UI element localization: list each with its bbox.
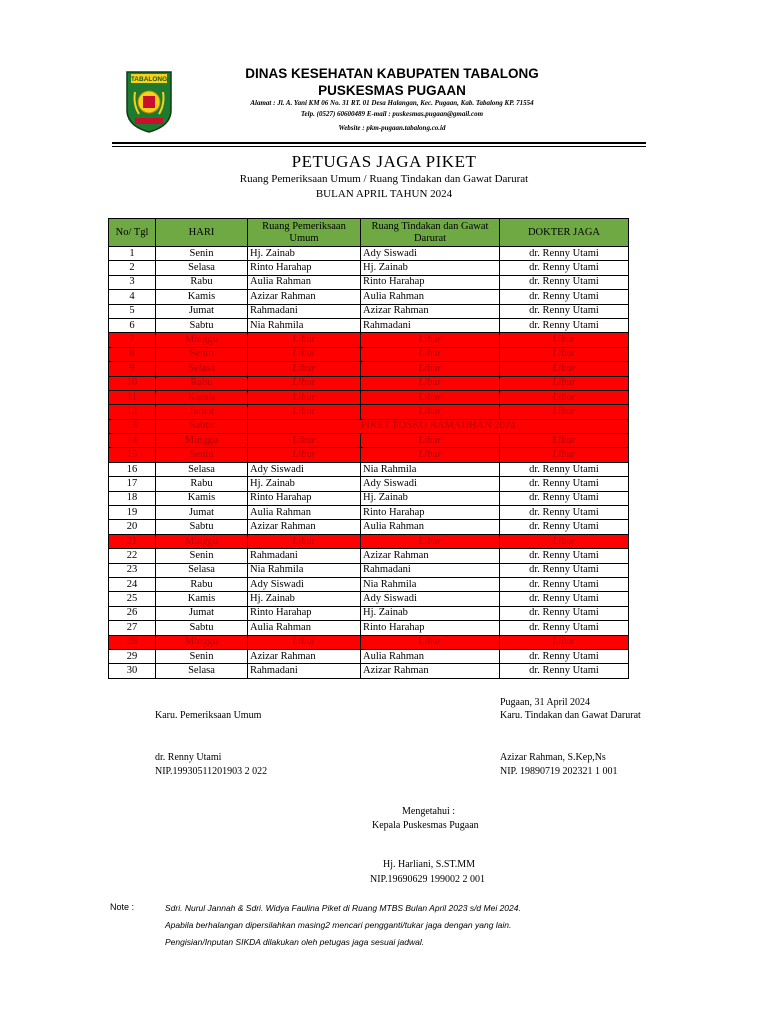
cell-umum: Rahmadani [248, 549, 361, 563]
table-row [109, 362, 629, 376]
cell-dokter: dr. Renny Utami [500, 664, 629, 678]
cell-umum: Libur [248, 635, 361, 649]
document-period: BULAN APRIL TAHUN 2024 [315, 188, 453, 200]
cell-umum: Libur [248, 390, 361, 404]
cell-dokter: dr. Renny Utami [500, 592, 629, 606]
cell-no: 14 [109, 434, 156, 448]
cell-day: Selasa [156, 362, 248, 376]
cell-no: 13 [109, 419, 156, 433]
table-row [109, 649, 629, 663]
cell-tindakan: Nia Rahmila [361, 462, 500, 476]
col-header-no: No/ Tgl [109, 219, 156, 247]
table-row [109, 261, 629, 275]
svg-text:TABALONG: TABALONG [130, 76, 168, 83]
cell-tindakan: Libur [361, 534, 500, 548]
cell-dokter: Libur [500, 635, 629, 649]
note-label: Note : [110, 902, 135, 912]
table-row [109, 506, 629, 520]
cell-no: 28 [109, 635, 156, 649]
cell-no: 30 [109, 664, 156, 678]
header-rule-thin [112, 146, 646, 147]
cell-umum: Libur [248, 333, 361, 347]
table-row [109, 491, 629, 505]
cell-no: 20 [109, 520, 156, 534]
cell-day: Selasa [156, 563, 248, 577]
table-row [109, 477, 629, 491]
cell-umum: Hj. Zainab [248, 592, 361, 606]
cell-tindakan: Hj. Zainab [361, 491, 500, 505]
cell-no: 16 [109, 462, 156, 476]
cell-dokter: dr. Renny Utami [500, 491, 629, 505]
table-row [109, 520, 629, 534]
cell-no: 29 [109, 649, 156, 663]
table-row [109, 376, 629, 390]
table-row [109, 434, 629, 448]
cell-day: Senin [156, 649, 248, 663]
cell-dokter: Libur [500, 333, 629, 347]
cell-day: Kamis [156, 290, 248, 304]
cell-dokter: dr. Renny Utami [500, 506, 629, 520]
cell-dokter: Libur [500, 434, 629, 448]
cell-dokter: dr. Renny Utami [500, 462, 629, 476]
cell-no: 27 [109, 621, 156, 635]
cell-no: 9 [109, 362, 156, 376]
cell-no: 2 [109, 261, 156, 275]
cell-tindakan: Libur [361, 376, 500, 390]
cell-umum: Aulia Rahman [248, 506, 361, 520]
table-row [109, 290, 629, 304]
table-row [109, 534, 629, 548]
cell-tindakan: Azizar Rahman [361, 304, 500, 318]
cell-day: Rabu [156, 376, 248, 390]
cell-day: Kamis [156, 592, 248, 606]
note-line-1: Sdri. Nurul Jannah & Sdri. Widya Faulina Piket di Ruang MTBS Bulan April 2023 s/d Mei 2024. [165, 903, 521, 913]
cell-umum: Libur [248, 347, 361, 361]
right-signer-title: Karu. Tindakan dan Gawat Darurat [500, 710, 641, 721]
cell-no: 8 [109, 347, 156, 361]
facility-name: PUSKESMAS PUGAAN [318, 83, 466, 98]
cell-day: Senin [156, 347, 248, 361]
cell-tindakan: Libur [361, 405, 500, 419]
cell-day: Sabtu [156, 318, 248, 332]
cell-no: 10 [109, 376, 156, 390]
cell-no: 23 [109, 563, 156, 577]
cell-dokter: dr. Renny Utami [500, 563, 629, 577]
cell-day: Minggu [156, 534, 248, 548]
table-row [109, 390, 629, 404]
col-header-dokter: DOKTER JAGA [500, 219, 629, 247]
cell-tindakan: Libur [361, 362, 500, 376]
table-row [109, 592, 629, 606]
agency-name: DINAS KESEHATAN KABUPATEN TABALONG [245, 66, 539, 81]
cell-no: 26 [109, 606, 156, 620]
cell-dokter: dr. Renny Utami [500, 549, 629, 563]
cell-tindakan: Rahmadani [361, 563, 500, 577]
cell-umum: Libur [248, 448, 361, 462]
table-header-row [109, 219, 629, 247]
table-row [109, 606, 629, 620]
cell-umum: Libur [248, 376, 361, 390]
table-row [109, 405, 629, 419]
cell-no: 25 [109, 592, 156, 606]
col-header-day: HARI [156, 219, 248, 247]
cell-day: Jumat [156, 304, 248, 318]
cell-dokter: dr. Renny Utami [500, 290, 629, 304]
cell-no: 19 [109, 506, 156, 520]
table-row [109, 577, 629, 591]
cell-no: 12 [109, 405, 156, 419]
cell-tindakan: Aulia Rahman [361, 520, 500, 534]
cell-day: Senin [156, 549, 248, 563]
cell-dokter: dr. Renny Utami [500, 606, 629, 620]
cell-day: Rabu [156, 275, 248, 289]
cell-tindakan: Libur [361, 448, 500, 462]
table-row [109, 304, 629, 318]
left-signer-name: dr. Renny Utami [155, 752, 222, 763]
cell-day: Jumat [156, 506, 248, 520]
cell-umum: Hj. Zainab [248, 247, 361, 261]
right-signer-nip: NIP. 19890719 202321 1 001 [500, 766, 618, 777]
acknowledge-label: Mengetahui : [402, 806, 456, 817]
cell-umum: Azizar Rahman [248, 290, 361, 304]
cell-dokter: Libur [500, 376, 629, 390]
cell-tindakan: Rinto Harahap [361, 621, 500, 635]
table-row [109, 563, 629, 577]
cell-day: Jumat [156, 606, 248, 620]
cell-day: Rabu [156, 577, 248, 591]
cell-umum: Libur [248, 405, 361, 419]
table-row [109, 347, 629, 361]
table-row [109, 419, 629, 433]
table-row [109, 448, 629, 462]
right-signer-name: Azizar Rahman, S.Kep,Ns [500, 752, 606, 763]
cell-no: 11 [109, 390, 156, 404]
cell-dokter: Libur [500, 390, 629, 404]
cell-day: Senin [156, 448, 248, 462]
cell-umum: Azizar Rahman [248, 520, 361, 534]
table-row [109, 635, 629, 649]
cell-tindakan: Ady Siswadi [361, 477, 500, 491]
cell-day: Sabtu [156, 520, 248, 534]
place-date: Pugaan, 31 April 2024 [500, 697, 590, 708]
head-nip: NIP.19690629 199002 2 001 [370, 874, 486, 885]
left-signer-title: Karu. Pemeriksaan Umum [155, 710, 262, 721]
cell-no: 4 [109, 290, 156, 304]
cell-no: 21 [109, 534, 156, 548]
schedule-table [108, 218, 629, 679]
cell-tindakan: Ady Siswadi [361, 247, 500, 261]
cell-posko: PIKET POSKO RAMADHAN 2024 [248, 419, 629, 433]
address: Alamat : Jl. A. Yani KM 06 No. 31 RT. 01 Desa Halangan, Kec. Pugaan, Kab. Tabalong KP. 71554 [250, 99, 534, 107]
head-name: Hj. Harliani, S.ST.MM [383, 859, 476, 870]
col-header-umum: Ruang Pemeriksaan Umum [248, 219, 361, 247]
cell-tindakan: Ady Siswadi [361, 592, 500, 606]
cell-dokter: Libur [500, 362, 629, 376]
cell-dokter: dr. Renny Utami [500, 318, 629, 332]
cell-umum: Nia Rahmila [248, 563, 361, 577]
cell-day: Selasa [156, 462, 248, 476]
cell-tindakan: Libur [361, 347, 500, 361]
cell-tindakan: Aulia Rahman [361, 649, 500, 663]
cell-no: 15 [109, 448, 156, 462]
cell-dokter: dr. Renny Utami [500, 275, 629, 289]
col-header-tindakan: Ruang Tindakan dan Gawat Darurat [361, 219, 500, 247]
cell-tindakan: Libur [361, 434, 500, 448]
table-row [109, 549, 629, 563]
website: Website : pkm-pugaan.tabalong.co.id [338, 124, 446, 132]
cell-no: 24 [109, 577, 156, 591]
cell-dokter: Libur [500, 448, 629, 462]
cell-tindakan: Rinto Harahap [361, 275, 500, 289]
cell-umum: Azizar Rahman [248, 649, 361, 663]
cell-dokter: dr. Renny Utami [500, 621, 629, 635]
cell-tindakan: Azizar Rahman [361, 549, 500, 563]
contact: Telp. (0527) 60600489 E-mail : puskesmas.pugaan@gmail.com [300, 110, 484, 118]
cell-tindakan: Rinto Harahap [361, 506, 500, 520]
cell-umum: Rinto Harahap [248, 606, 361, 620]
cell-dokter: dr. Renny Utami [500, 304, 629, 318]
cell-day: Minggu [156, 434, 248, 448]
cell-tindakan: Azizar Rahman [361, 664, 500, 678]
note-line-3: Pengisian/Inputan SIKDA dilakukan oleh petugas jaga sesuai jadwal. [165, 937, 425, 947]
cell-umum: Aulia Rahman [248, 275, 361, 289]
left-signer-nip: NIP.19930511201903 2 022 [155, 766, 268, 777]
cell-day: Jumat [156, 405, 248, 419]
cell-no: 18 [109, 491, 156, 505]
cell-dokter: dr. Renny Utami [500, 247, 629, 261]
cell-dokter: Libur [500, 347, 629, 361]
header-rule [112, 142, 646, 144]
cell-day: Sabtu [156, 621, 248, 635]
table-row [109, 275, 629, 289]
cell-umum: Ady Siswadi [248, 577, 361, 591]
cell-day: Minggu [156, 333, 248, 347]
cell-umum: Rahmadani [248, 664, 361, 678]
cell-day: Minggu [156, 635, 248, 649]
cell-umum: Ady Siswadi [248, 462, 361, 476]
cell-tindakan: Libur [361, 635, 500, 649]
cell-umum: Nia Rahmila [248, 318, 361, 332]
cell-no: 1 [109, 247, 156, 261]
cell-day: Kamis [156, 390, 248, 404]
cell-umum: Hj. Zainab [248, 477, 361, 491]
document-title: PETUGAS JAGA PIKET [291, 152, 477, 171]
cell-umum: Libur [248, 362, 361, 376]
cell-day: Rabu [156, 477, 248, 491]
cell-dokter: dr. Renny Utami [500, 520, 629, 534]
cell-umum: Rinto Harahap [248, 261, 361, 275]
table-row [109, 318, 629, 332]
cell-tindakan: Rahmadani [361, 318, 500, 332]
table-row [109, 664, 629, 678]
cell-day: Sabtu [156, 419, 248, 433]
cell-umum: Libur [248, 434, 361, 448]
table-row [109, 462, 629, 476]
cell-umum: Libur [248, 534, 361, 548]
cell-dokter: dr. Renny Utami [500, 261, 629, 275]
cell-tindakan: Libur [361, 390, 500, 404]
table-row [109, 333, 629, 347]
cell-tindakan: Hj. Zainab [361, 606, 500, 620]
cell-no: 6 [109, 318, 156, 332]
table-row [109, 247, 629, 261]
cell-no: 17 [109, 477, 156, 491]
cell-umum: Rahmadani [248, 304, 361, 318]
cell-no: 5 [109, 304, 156, 318]
cell-umum: Aulia Rahman [248, 621, 361, 635]
document-subtitle: Ruang Pemeriksaan Umum / Ruang Tindakan dan Gawat Darurat [239, 173, 529, 185]
cell-umum: Rinto Harahap [248, 491, 361, 505]
cell-tindakan: Nia Rahmila [361, 577, 500, 591]
cell-day: Senin [156, 247, 248, 261]
head-title: Kepala Puskesmas Pugaan [372, 820, 479, 831]
note-line-2: Apabila berhalangan dipersilahkan masing2 mencari pengganti/tukar jaga dengan yang lain. [165, 920, 512, 930]
cell-tindakan: Aulia Rahman [361, 290, 500, 304]
cell-day: Kamis [156, 491, 248, 505]
cell-no: 3 [109, 275, 156, 289]
cell-day: Selasa [156, 664, 248, 678]
cell-dokter: Libur [500, 405, 629, 419]
cell-no: 22 [109, 549, 156, 563]
cell-tindakan: Hj. Zainab [361, 261, 500, 275]
cell-dokter: Libur [500, 534, 629, 548]
cell-tindakan: Libur [361, 333, 500, 347]
cell-dokter: dr. Renny Utami [500, 477, 629, 491]
cell-no: 7 [109, 333, 156, 347]
table-row [109, 621, 629, 635]
cell-dokter: dr. Renny Utami [500, 649, 629, 663]
cell-day: Selasa [156, 261, 248, 275]
cell-dokter: dr. Renny Utami [500, 577, 629, 591]
